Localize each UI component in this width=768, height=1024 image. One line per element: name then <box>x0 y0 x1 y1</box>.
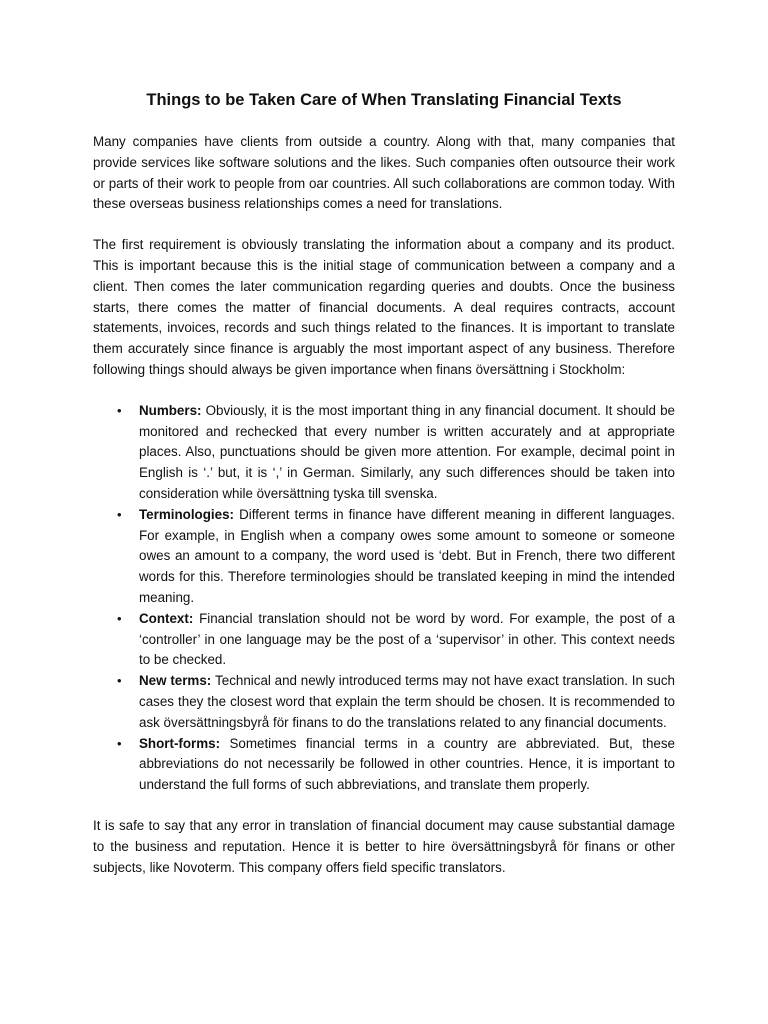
document-title: Things to be Taken Care of When Translating Financial Texts <box>146 91 622 109</box>
list-item-text: Sometimes financial terms in a country are abbreviated. But, these abbreviations do not necessarily be followed in other countries. Hence, it is important to understand the full forms of such abbreviations, and translate them properly. <box>139 735 675 793</box>
list-item-text: Financial translation should not be word by word. For example, the post of a ‘controller’ in one language may be the post of a ‘supervisor’ in other. This context needs to be checked. <box>139 610 675 668</box>
paragraph-requirements: The first requirement is obviously translating the information about a company and its product. This is important because this is the initial stage of communication between a company and a client. Then comes the later communication regarding queries and doubts. Once the business starts, there comes the matter of financial documents. A deal requires contracts, account statements, invoices, records and such things related to the finances. It is important to translate them accurately since finance is arguably the most important aspect of any business. Therefore following things should always be given importance when finans översättning i Stockholm: <box>93 237 675 377</box>
list-item-term: Context: <box>139 610 200 626</box>
bullet-icon: • <box>117 673 122 689</box>
considerations-list <box>93 401 675 796</box>
list-item-text: Technical and newly introduced terms may not have exact translation. In such cases they the closest word that explain the term should be chosen. It is recommended to ask översättningsbyrå för finans to do the translations related to any financial documents. <box>139 673 676 730</box>
paragraph-intro: Many companies have clients from outside a country. Along with that, many companies that provide services like software solutions and the likes. Such companies often outsource their work or parts of their work to people from oar countries. All such collaborations are common today. With these overseas business relationships comes a need for translations. <box>93 134 675 212</box>
list-item-context <box>117 609 675 671</box>
list-item-terminologies <box>117 505 675 609</box>
bullet-icon: • <box>117 610 122 626</box>
list-item-new-terms <box>117 671 676 733</box>
list-item-numbers <box>117 401 675 505</box>
bullet-icon: • <box>117 735 122 751</box>
bullet-icon: • <box>117 506 122 522</box>
paragraph-closing: It is safe to say that any error in translation of financial document may cause substantial damage to the business and reputation. Hence it is better to hire översättningsbyrå för finans or other subjects, like Novoterm. This company offers field specific translators. <box>93 817 675 875</box>
list-item-term: Short-forms: <box>139 735 230 751</box>
list-item-term: Terminologies: <box>139 506 240 522</box>
list-item-text: Obviously, it is the most important thing in any financial document. It should be monitored and rechecked that every number is written accurately and at appropriate places. Also, punctuations should be given more attention. For example, decimal point in English is ‘.’ but, it is ‘,’ in German. Similarly, any such differences should be taken into consideration while översättning tyska till svenska. <box>139 402 675 501</box>
list-item-term: New terms: <box>139 673 216 689</box>
bullet-icon: • <box>117 402 122 418</box>
list-item-term: Numbers: <box>139 402 206 418</box>
list-item-short-forms <box>117 734 675 796</box>
list-item-text: Different terms in finance have different meaning in different languages. For example, in English when a company owes some amount to someone or someone owes an amount to a company, the word used is ‘debt. But in French, there two different words for this. Therefore terminologies should be translated keeping in mind the intended meaning. <box>139 506 675 605</box>
